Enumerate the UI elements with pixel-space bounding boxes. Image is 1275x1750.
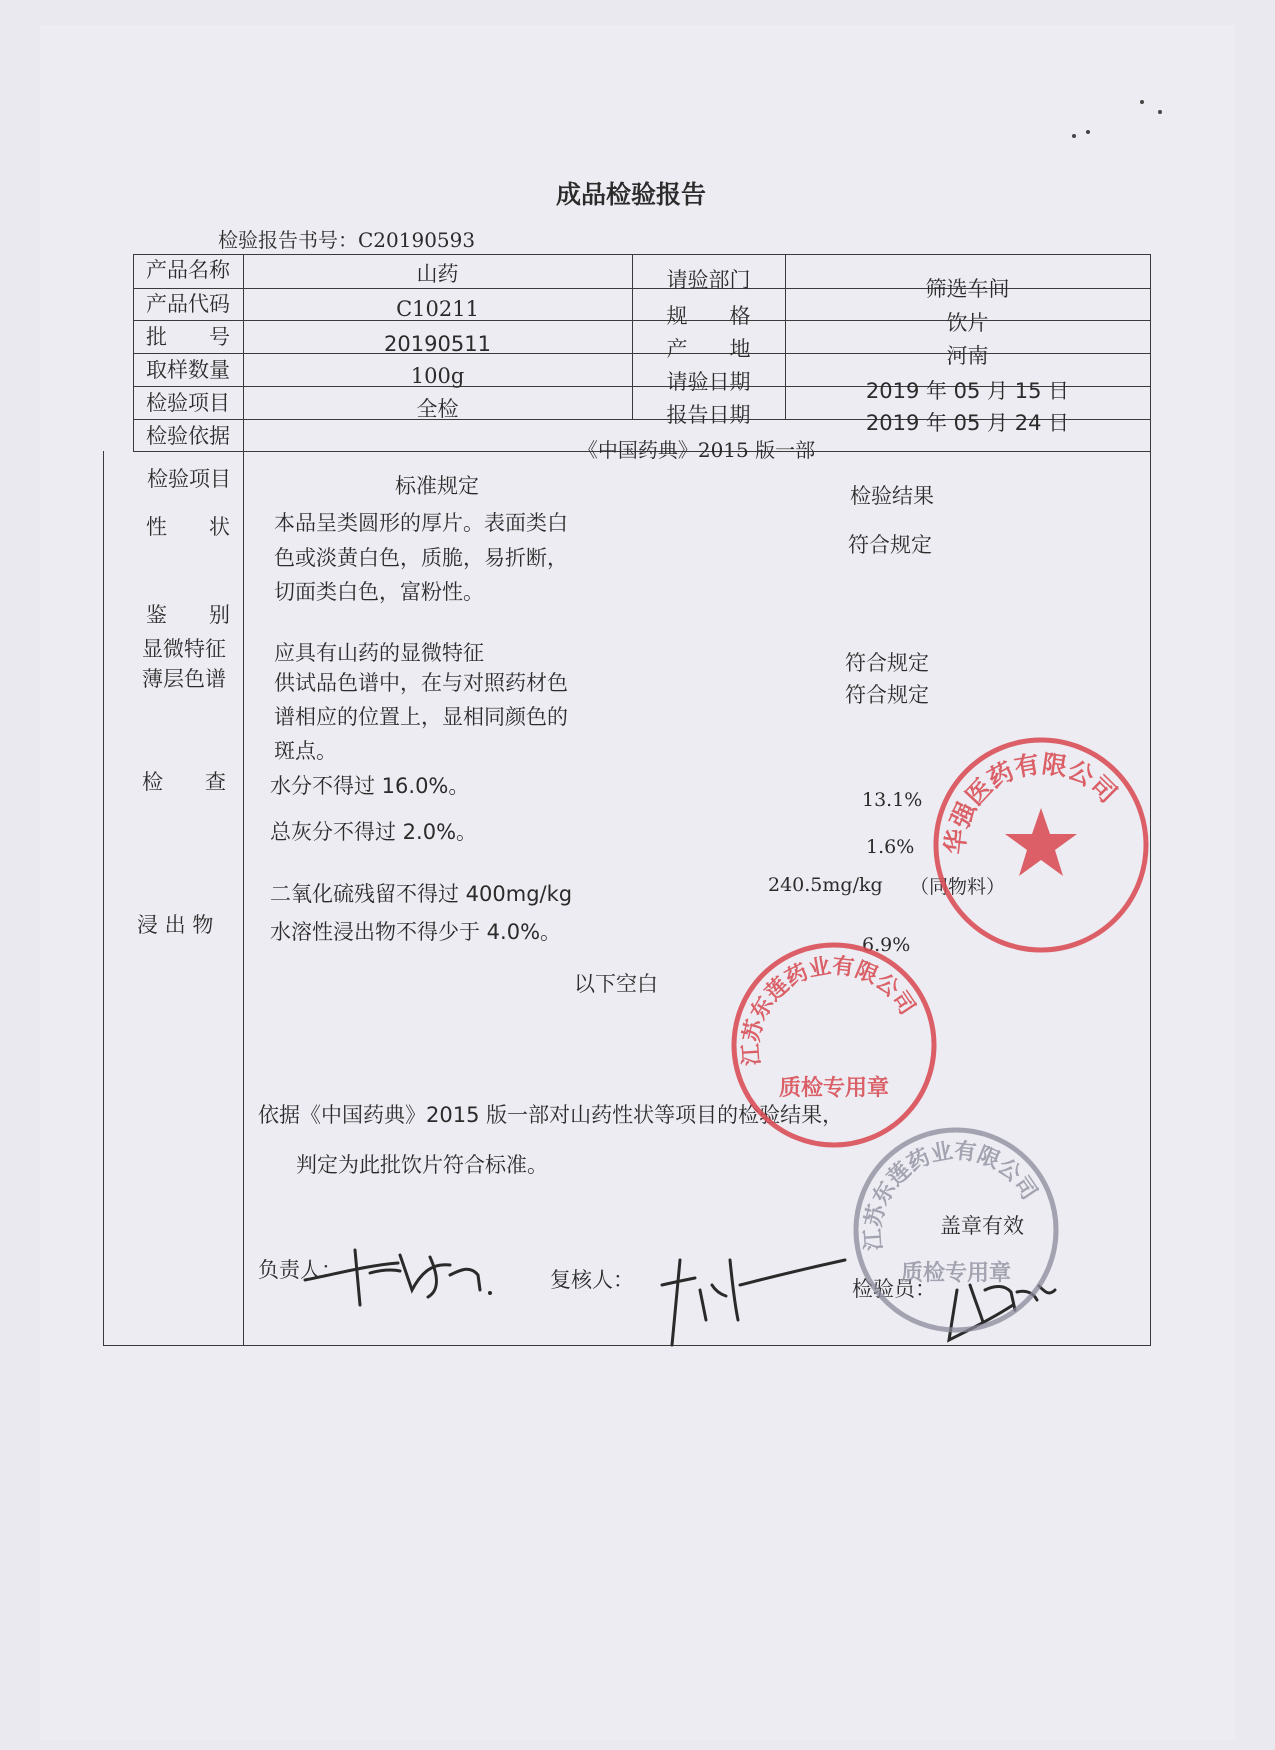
value-specification: 饮片 (946, 311, 989, 335)
reviewer-signature (660, 1230, 850, 1350)
label-inspector: 检验员： (852, 1277, 936, 1301)
value-test-items: 全检 (416, 397, 459, 421)
col-standard: 标准规定 (395, 474, 479, 498)
label-origin: 产 地 (666, 337, 751, 361)
tlc-result: 符合规定 (845, 683, 929, 707)
hospital-seal (926, 730, 1156, 960)
value-sample-qty: 100g (410, 364, 465, 388)
tlc-standard-line3: 斑点。 (274, 739, 337, 763)
appearance-result: 符合规定 (848, 533, 932, 557)
moisture-result: 13.1% (862, 789, 923, 811)
responsible-signature (300, 1235, 500, 1315)
so2-standard: 二氧化硫残留不得过 400mg/kg (270, 882, 573, 906)
svg-text:江苏东莲药业有限公司: 江苏东莲药业有限公司 (738, 953, 920, 1067)
value-test-basis: 《中国药典》2015 版一部 (577, 438, 816, 462)
conclusion-line2: 判定为此批饮片符合标准。 (296, 1153, 548, 1177)
label-product-name: 产品名称 (146, 258, 230, 282)
appearance-standard-line1: 本品呈类圆形的厚片。表面类白 (274, 511, 568, 535)
value-report-date: 2019 年 05 月 24 日 (865, 411, 1070, 435)
seal-valid-note: 盖章有效 (940, 1214, 1024, 1238)
label-request-date: 请验日期 (666, 370, 751, 394)
label-microscopic: 显微特征 (142, 637, 226, 661)
svg-text:质检专用章: 质检专用章 (778, 1076, 890, 1101)
ash-standard: 总灰分不得过 2.0%。 (270, 820, 478, 844)
report-number: 检验报告书号：C20190593 (218, 228, 476, 252)
extract-standard: 水溶性浸出物不得少于 4.0%。 (270, 920, 562, 944)
value-product-name: 山药 (416, 262, 459, 286)
col-result: 检验结果 (850, 484, 934, 508)
label-specification: 规 格 (666, 304, 751, 328)
label-sample-qty: 取样数量 (146, 358, 230, 382)
so2-note: （同物料） (910, 876, 1006, 898)
extract-result: 6.9% (862, 934, 911, 956)
scan-speck (1158, 110, 1162, 114)
tlc-standard-line2: 谱相应的位置上，显相同颜色的 (274, 705, 568, 729)
label-check: 检 查 (142, 770, 226, 794)
label-report-date: 报告日期 (666, 403, 751, 427)
svg-text:江苏东莲药业有限公司: 江苏东莲药业有限公司 (860, 1138, 1042, 1252)
value-department: 筛选车间 (925, 277, 1010, 301)
label-department: 请验部门 (666, 268, 751, 292)
label-identification: 鉴 别 (146, 603, 230, 627)
col-item: 检验项目 (147, 467, 231, 491)
ash-result: 1.6% (866, 836, 915, 858)
label-extract: 浸 出 物 (137, 913, 214, 937)
label-appearance: 性 状 (146, 515, 230, 539)
label-test-basis: 检验依据 (146, 424, 230, 448)
label-test-items: 检验项目 (146, 391, 230, 415)
scan-speck (1140, 100, 1144, 104)
svg-text:华强医药有限公司: 华强医药有限公司 (940, 749, 1123, 856)
blank-note: 以下空白 (574, 972, 658, 996)
so2-result: 240.5mg/kg (768, 874, 883, 896)
report-title: 成品检验报告 (556, 180, 707, 209)
appearance-standard-line2: 色或淡黄白色，质脆，易折断， (274, 546, 568, 570)
tlc-standard-line1: 供试品色谱中，在与对照药材色 (274, 671, 568, 695)
appearance-standard-line3: 切面类白色，富粉性。 (274, 580, 484, 604)
value-batch-no: 20190511 (384, 332, 491, 356)
microscopic-standard: 应具有山药的显微特征 (274, 641, 484, 665)
scan-speck (1086, 130, 1090, 134)
microscopic-result: 符合规定 (845, 651, 929, 675)
value-origin: 河南 (946, 344, 989, 368)
value-product-code: C10211 (396, 297, 479, 321)
value-request-date: 2019 年 05 月 15 日 (865, 379, 1070, 403)
company-qc-seal-gray (846, 1120, 1066, 1340)
moisture-standard: 水分不得过 16.0%。 (270, 774, 470, 798)
scan-speck (1072, 134, 1076, 138)
label-tlc: 薄层色谱 (142, 667, 226, 691)
label-reviewer: 复核人： (550, 1268, 634, 1292)
label-product-code: 产品代码 (146, 292, 230, 316)
svg-text:质检专用章: 质检专用章 (900, 1261, 1012, 1286)
label-batch-no: 批 号 (146, 325, 230, 349)
label-responsible: 负责人： (258, 1258, 342, 1282)
conclusion-line1: 依据《中国药典》2015 版一部对山药性状等项目的检验结果， (258, 1103, 844, 1127)
